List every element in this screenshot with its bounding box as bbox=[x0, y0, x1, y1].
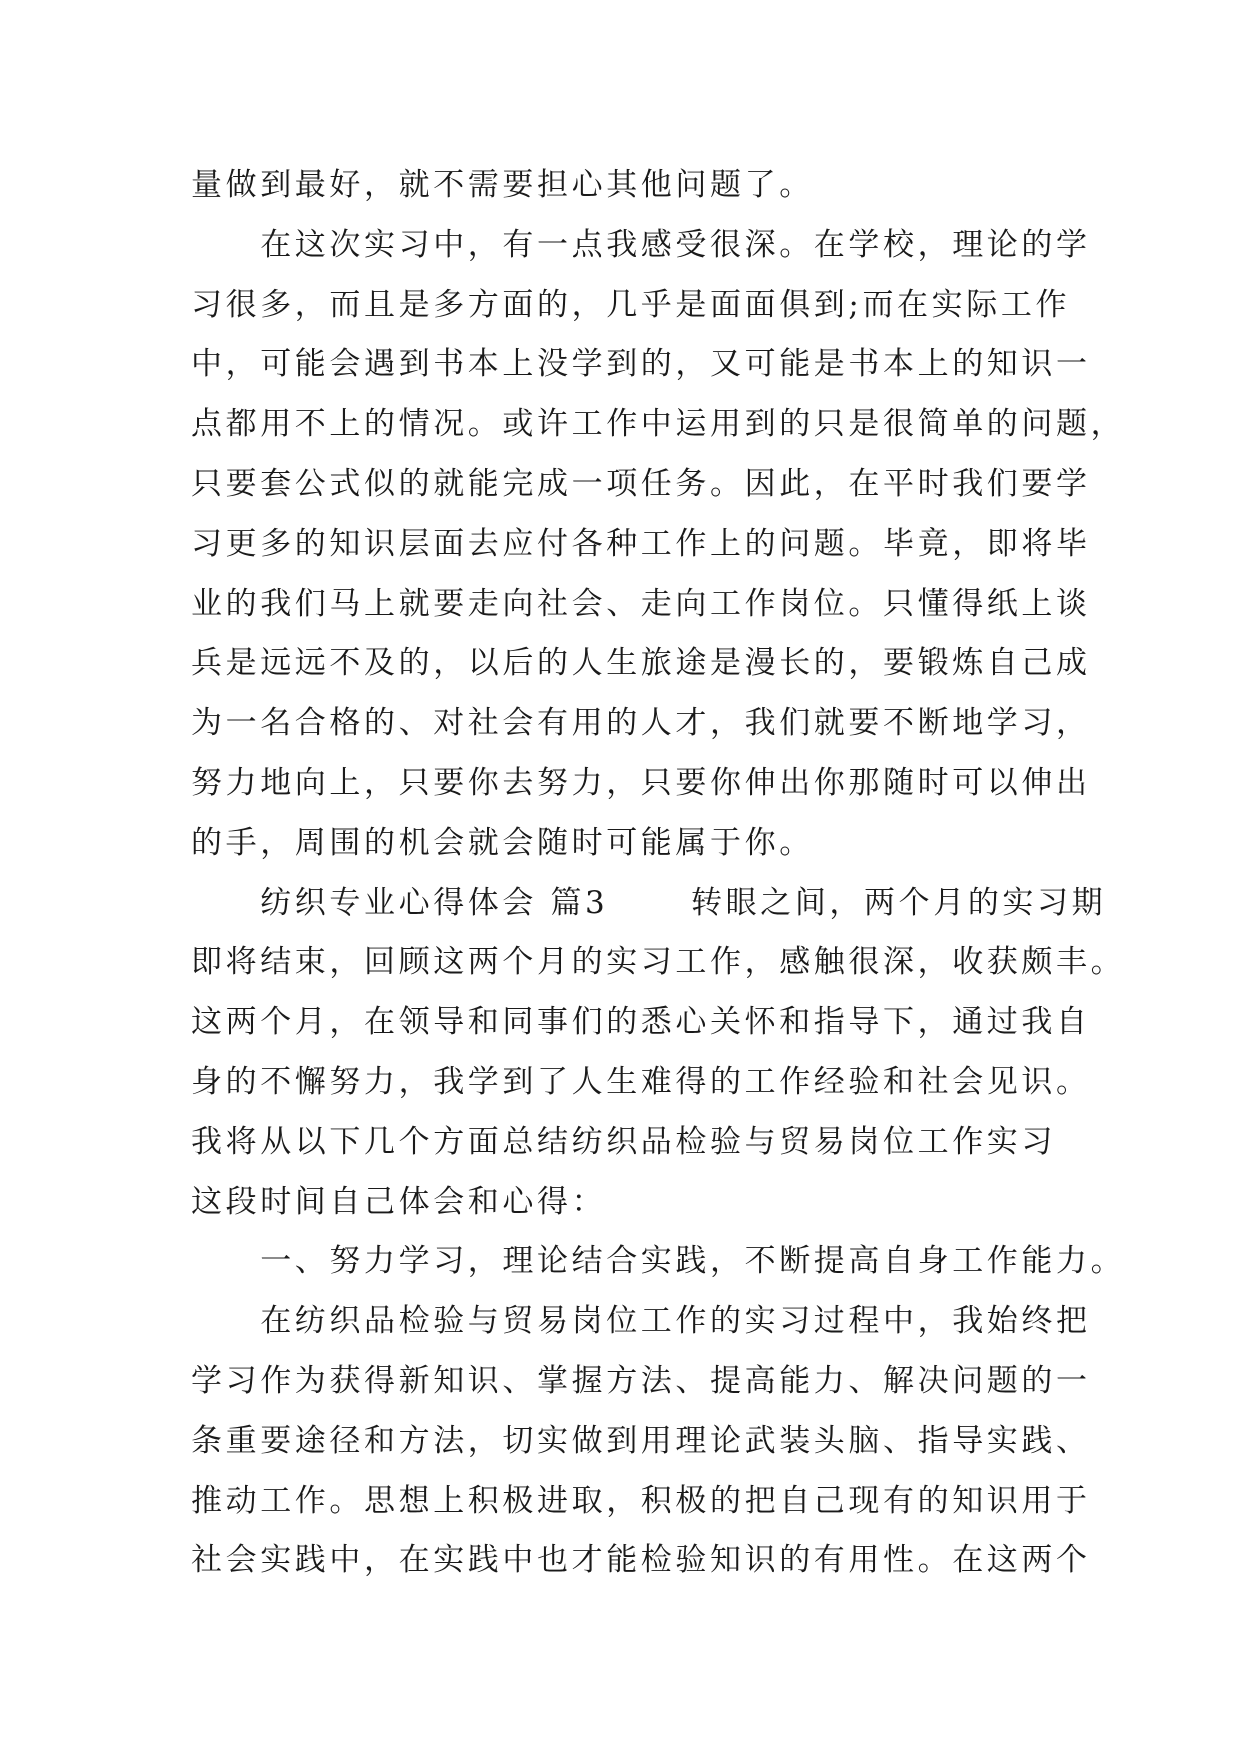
document-body bbox=[191, 156, 1126, 1591]
text-line: 只要套公式似的就能完成一项任务。因此，在平时我们要学 bbox=[191, 465, 1091, 502]
text-line: 身的不懈努力，我学到了人生难得的工作经验和社会见识。 bbox=[191, 1063, 1091, 1100]
text-line: 条重要途径和方法，切实做到用理论武装头脑、指导实践、 bbox=[191, 1422, 1091, 1459]
text-line: 点都用不上的情况。或许工作中运用到的只是很简单的问题， bbox=[191, 406, 1126, 443]
text-line: 我将从以下几个方面总结纺织品检验与贸易岗位工作实习 bbox=[191, 1123, 1056, 1160]
text-line: 兵是远远不及的，以后的人生旅途是漫长的，要锻炼自己成 bbox=[191, 645, 1091, 682]
text-line: 即将结束，回顾这两个月的实习工作，感触很深，收获颇丰。 bbox=[191, 944, 1126, 981]
text-line: 推动工作。思想上积极进取，积极的把自己现有的知识用于 bbox=[191, 1482, 1091, 1519]
text-line: 量做到最好，就不需要担心其他问题了。 bbox=[191, 167, 814, 203]
text-line: 这段时间自己体会和心得： bbox=[191, 1183, 607, 1220]
subheading-line: 一、努力学习，理论结合实践，不断提高自身工作能力。 bbox=[191, 1243, 1126, 1280]
text-line: 努力地向上，只要你去努力，只要你伸出你那随时可以伸出 bbox=[191, 764, 1091, 801]
text-line: 这两个月，在领导和同事们的悉心关怀和指导下，通过我自 bbox=[191, 1004, 1091, 1041]
text-line: 在纺织品检验与贸易岗位工作的实习过程中，我始终把 bbox=[191, 1303, 1091, 1340]
text-line: 的手，周围的机会就会随时可能属于你。 bbox=[191, 824, 814, 861]
text-line: 学习作为获得新知识、掌握方法、提高能力、解决问题的一 bbox=[191, 1362, 1091, 1399]
text-line: 习很多，而且是多方面的，几乎是面面俱到;而在实际工作 bbox=[191, 286, 1071, 323]
text-line: 为一名合格的、对社会有用的人才，我们就要不断地学习， bbox=[191, 705, 1091, 742]
text-line: 社会实践中，在实践中也才能检验知识的有用性。在这两个 bbox=[191, 1542, 1091, 1579]
text-line: 中，可能会遇到书本上没学到的，又可能是书本上的知识一 bbox=[191, 346, 1091, 383]
text-line: 业的我们马上就要走向社会、走向工作岗位。只懂得纸上谈 bbox=[191, 585, 1091, 622]
text-line: 习更多的知识层面去应付各种工作上的问题。毕竟，即将毕 bbox=[191, 525, 1091, 562]
text-line: 在这次实习中，有一点我感受很深。在学校，理论的学 bbox=[191, 226, 1091, 263]
section-heading-line: 纺织专业心得体会 篇3 转眼之间，两个月的实习期 bbox=[191, 884, 1107, 921]
